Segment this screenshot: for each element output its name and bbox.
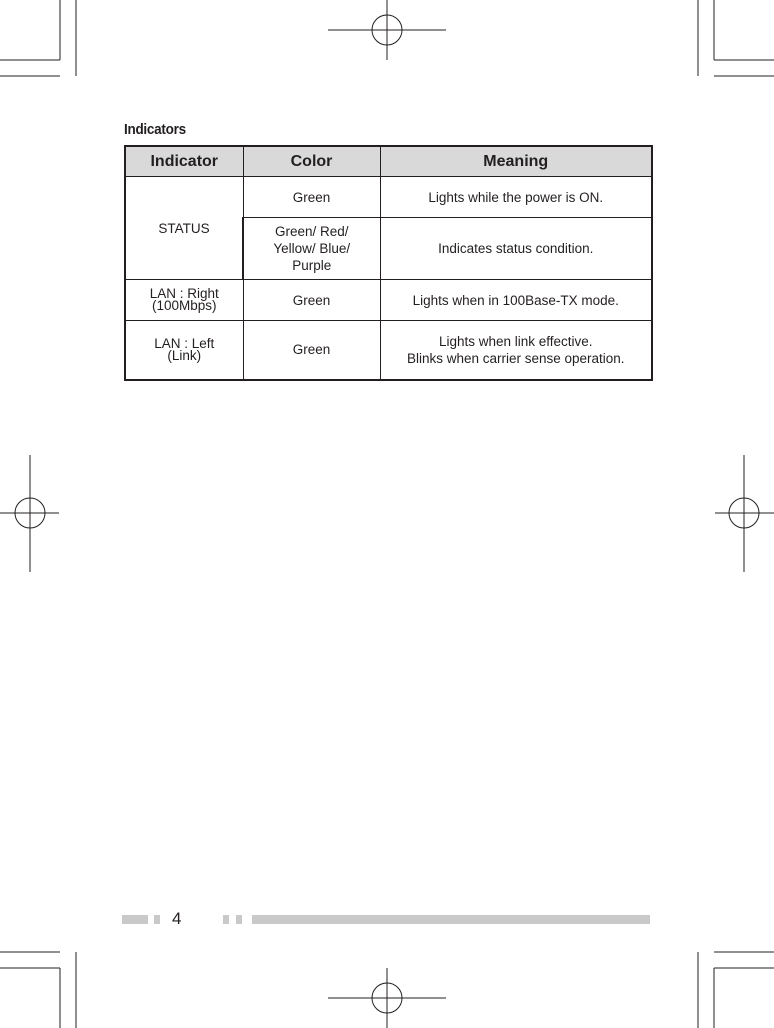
color-line: Yellow/ Blue/: [273, 241, 351, 256]
footer-bar-dot: [236, 915, 242, 924]
meaning-line: Blinks when carrier sense operation.: [406, 350, 625, 366]
footer-bar-dot: [223, 915, 229, 924]
indicator-lan-left: [125, 321, 243, 380]
meaning-cell: Indicates status condition.: [380, 218, 652, 280]
indicator-lan-right: [125, 280, 243, 321]
color-cell: [243, 218, 380, 280]
table-row: [125, 177, 652, 218]
indicator-line: LAN : Left: [154, 335, 215, 351]
indicator-line: (100Mbps): [151, 298, 217, 313]
footer-bar-left: [122, 915, 148, 924]
table-row: [125, 321, 652, 380]
indicator-status: STATUS: [125, 177, 243, 280]
color-cell: Green: [243, 321, 380, 380]
indicator-line: (Link): [167, 347, 202, 363]
page-number: 4: [172, 909, 182, 928]
indicators-table: [124, 145, 653, 381]
indicator-line: LAN : Right: [149, 286, 219, 301]
meaning-cell: Lights when in 100Base-TX mode.: [380, 280, 652, 321]
table-row: [125, 280, 652, 321]
header-meaning: Meaning: [380, 146, 652, 177]
header-indicator: Indicator: [125, 146, 243, 177]
color-cell: Green: [243, 177, 380, 218]
color-line: Green/ Red/: [274, 224, 349, 239]
color-cell: Green: [243, 280, 380, 321]
table-header-row: [125, 146, 652, 177]
color-line: Purple: [292, 258, 332, 273]
footer-bar-right: [252, 915, 650, 924]
meaning-line: Lights when link effective.: [438, 333, 593, 349]
section-heading: Indicators: [124, 121, 186, 138]
meaning-cell: Lights while the power is ON.: [380, 177, 652, 218]
footer-bar-dot: [154, 915, 160, 924]
meaning-cell: [380, 321, 652, 380]
header-color: Color: [243, 146, 380, 177]
